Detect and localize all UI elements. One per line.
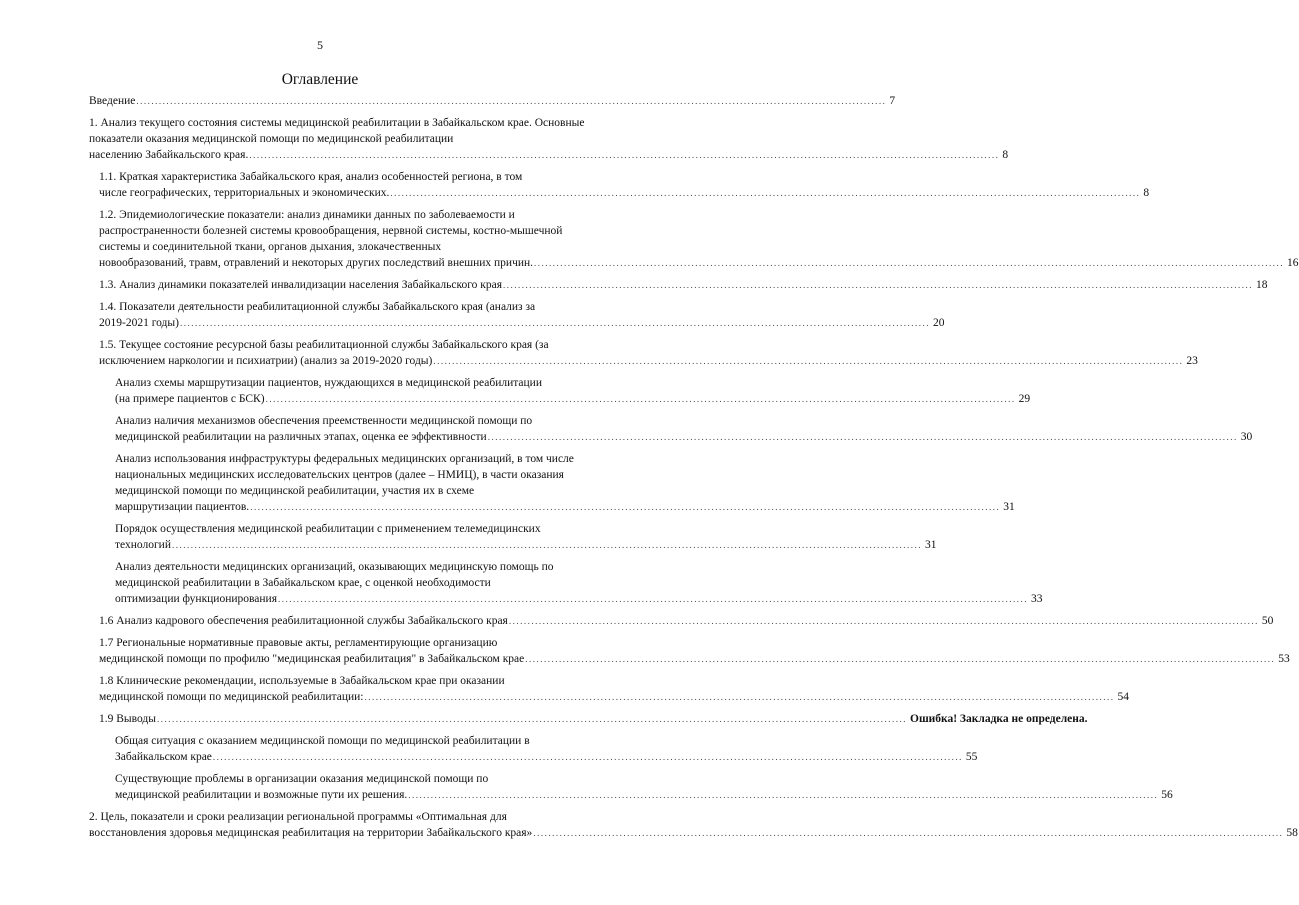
toc-page-number: 23 <box>1186 355 1198 367</box>
toc-page-number: 31 <box>925 539 937 551</box>
page-number: 5 <box>317 38 323 52</box>
toc-entry[interactable] <box>89 115 1009 163</box>
toc-page-number: 31 <box>1003 501 1015 513</box>
dot-leader: ........................................................................................................................................................................................................ <box>525 654 1276 664</box>
toc-entry-text: Анализ наличия механизмов обеспечения преемственности медицинской помощи по <box>115 415 533 427</box>
toc-entry-text: Анализ схемы маршрутизации пациентов, нуждающихся в медицинской реабилитации <box>115 377 542 389</box>
dot-leader: ........................................................................................................................................................................................................ <box>136 96 887 106</box>
toc-entry-text: 1.5. Текущее состояние ресурсной базы реабилитационной службы Забайкальского края (за <box>99 339 549 351</box>
dot-leader: ........................................................................................................................................................................................................ <box>172 540 922 550</box>
dot-leader: ........................................................................................................................................................................................................ <box>508 616 1259 626</box>
dot-leader: ........................................................................................................................................................................................................ <box>534 258 1285 268</box>
toc-entry[interactable] <box>89 733 978 765</box>
toc-page-number: 56 <box>1161 789 1173 801</box>
toc-entry-last-line: (на примере пациентов с БСК) <box>115 393 265 405</box>
dot-leader: ........................................................................................................................................................................................................ <box>408 790 1159 800</box>
toc-page-number: 29 <box>1018 393 1031 405</box>
toc-page-number: 33 <box>1031 593 1043 605</box>
toc-entry-last-line: 1.6 Анализ кадрового обеспечения реабилитационной службы Забайкальского края <box>99 615 508 627</box>
toc-page-number: 8 <box>1002 149 1009 161</box>
toc-entry-last-line: новообразований, травм, отравлений и некоторых других последствий внешних причин. <box>99 257 534 269</box>
toc-entry-last-line: медицинской помощи по медицинской реабилитации: <box>99 691 364 703</box>
toc-entry[interactable] <box>89 299 945 331</box>
toc-entry-text: Анализ деятельности медицинских организаций, оказывающих медицинскую помощь по медицинской реабилитации в Забайкальском крае, с оценкой необходимости <box>115 561 554 589</box>
toc-page-number: 8 <box>1143 187 1150 199</box>
toc-entry-last-line: медицинской помощи по профилю "медицинская реабилитация" в Забайкальском крае <box>99 653 525 665</box>
toc-page-number: 55 <box>965 751 978 763</box>
toc-entry-text: Существующие проблемы в организации оказания медицинской помощи по <box>115 773 489 785</box>
toc-entry-text: 1.8 Клинические рекомендации, используемые в Забайкальском крае при оказании <box>99 675 505 687</box>
toc-page-number: 30 <box>1240 431 1253 443</box>
toc-entry-text: 1. Анализ текущего состояния системы медицинской реабилитации в Забайкальском крае. Основные показатели оказания медицинской помощи по медицинской реабилитации <box>89 117 585 145</box>
toc-page-number: 16 <box>1287 257 1299 269</box>
toc-entry[interactable] <box>89 169 1150 201</box>
toc-entry-last-line: медицинской реабилитации на различных этапах, оценка ее эффективности <box>115 431 487 443</box>
toc-entry[interactable] <box>89 771 1173 803</box>
toc-entry-last-line: 1.3. Анализ динамики показателей инвалидизации населения Забайкальского края <box>99 279 503 291</box>
toc-entry-last-line: восстановления здоровья медицинская реабилитация на территории Забайкальского края» <box>89 827 533 839</box>
dot-leader: ........................................................................................................................................................................................................ <box>487 432 1238 442</box>
dot-leader: ........................................................................................................................................................................................................ <box>433 356 1184 366</box>
toc-entry-last-line: населению Забайкальского края. <box>89 149 249 161</box>
toc-entry-last-line: технологий <box>115 539 171 551</box>
dot-leader: ........................................................................................................................................................................................................ <box>250 502 1001 512</box>
toc-page-number: 50 <box>1261 615 1274 627</box>
toc-entry-last-line: медицинской реабилитации и возможные пути их решения. <box>115 789 408 801</box>
toc-entry-text: Порядок осуществления медицинской реабилитации с применением телемедицинских <box>115 523 541 535</box>
toc-entry-text: 1.7 Региональные нормативные правовые акты, регламентирующие организацию <box>99 637 498 649</box>
toc-entry[interactable] <box>89 93 896 109</box>
toc-title: Оглавление <box>281 71 359 88</box>
toc-entry[interactable] <box>89 673 1129 705</box>
toc-entry-last-line: 1.9 Выводы <box>99 713 156 725</box>
dot-leader: ........................................................................................................................................................................................................ <box>364 692 1115 702</box>
dot-leader: ........................................................................................................................................................................................................ <box>157 714 907 724</box>
dot-leader: ........................................................................................................................................................................................................ <box>503 280 1254 290</box>
toc-page-number: 53 <box>1278 653 1290 665</box>
toc-page-number: 54 <box>1117 691 1129 703</box>
dot-leader: ........................................................................................................................................................................................................ <box>533 828 1284 838</box>
toc-entry[interactable] <box>89 337 1198 369</box>
toc-entry[interactable] <box>89 277 1268 293</box>
toc-entry[interactable] <box>89 521 937 553</box>
toc-entry[interactable] <box>89 613 1274 629</box>
dot-leader: ........................................................................................................................................................................................................ <box>179 318 930 328</box>
toc-entry-text: 2. Цель, показатели и сроки реализации региональной программы «Оптимальная для <box>89 811 507 823</box>
dot-leader: ........................................................................................................................................................................................................ <box>278 594 1029 604</box>
dot-leader: ........................................................................................................................................................................................................ <box>390 188 1141 198</box>
dot-leader: ........................................................................................................................................................................................................ <box>212 752 963 762</box>
toc-entry[interactable] <box>89 809 1298 841</box>
toc-page-number: 7 <box>889 95 896 107</box>
toc-page-number: 58 <box>1286 827 1298 839</box>
dot-leader: ........................................................................................................................................................................................................ <box>249 150 1000 160</box>
dot-leader: ........................................................................................................................................................................................................ <box>265 394 1016 404</box>
table-of-contents <box>89 93 1299 841</box>
toc-entry[interactable] <box>89 559 1043 607</box>
toc-entry-text: 1.2. Эпидемиологические показатели: анализ динамики данных по заболеваемости и распространенности болезней системы кровообращения, нервной системы, костно-мышечной системы и соединительной ткани, органов дыхания, злокачественных <box>99 209 563 253</box>
toc-entry[interactable] <box>89 635 1290 667</box>
toc-entry-last-line: числе географических, территориальных и экономических. <box>99 187 390 199</box>
toc-entry-last-line: оптимизации функционирования <box>115 593 278 605</box>
toc-entry-text: Анализ использования инфраструктуры федеральных медицинских организаций, в том числе национальных медицинских исследовательских центров (далее – НМИЦ), в части оказания медицинской помощи по медицинской реабилитации, участия их в схеме <box>115 453 574 497</box>
toc-entry-text: Общая ситуация с оказанием медицинской помощи по медицинской реабилитации в <box>115 735 530 747</box>
toc-page-number: 18 <box>1256 279 1268 291</box>
toc-entry[interactable] <box>89 451 1015 515</box>
toc-entry-last-line: 2019-2021 годы) <box>99 317 179 329</box>
toc-page-number: 20 <box>932 317 945 329</box>
toc-entry-last-line: Введение <box>89 95 136 107</box>
toc-entry-text: 1.4. Показатели деятельности реабилитационной службы Забайкальского края (анализ за <box>99 301 536 313</box>
toc-entry-last-line: маршрутизации пациентов. <box>115 501 250 513</box>
toc-entry[interactable] <box>89 413 1253 445</box>
toc-entry[interactable] <box>89 207 1299 271</box>
toc-entry[interactable] <box>89 711 1088 727</box>
toc-entry-last-line: Забайкальском крае <box>115 751 212 763</box>
toc-page-error: Ошибка! Закладка не определена. <box>910 713 1088 725</box>
toc-entry-text: 1.1. Краткая характеристика Забайкальского края, анализ особенностей региона, в том <box>99 171 523 183</box>
toc-entry-last-line: исключением наркологии и психиатрии) (анализ за 2019-2020 годы) <box>99 355 433 367</box>
toc-entry[interactable] <box>89 375 1031 407</box>
